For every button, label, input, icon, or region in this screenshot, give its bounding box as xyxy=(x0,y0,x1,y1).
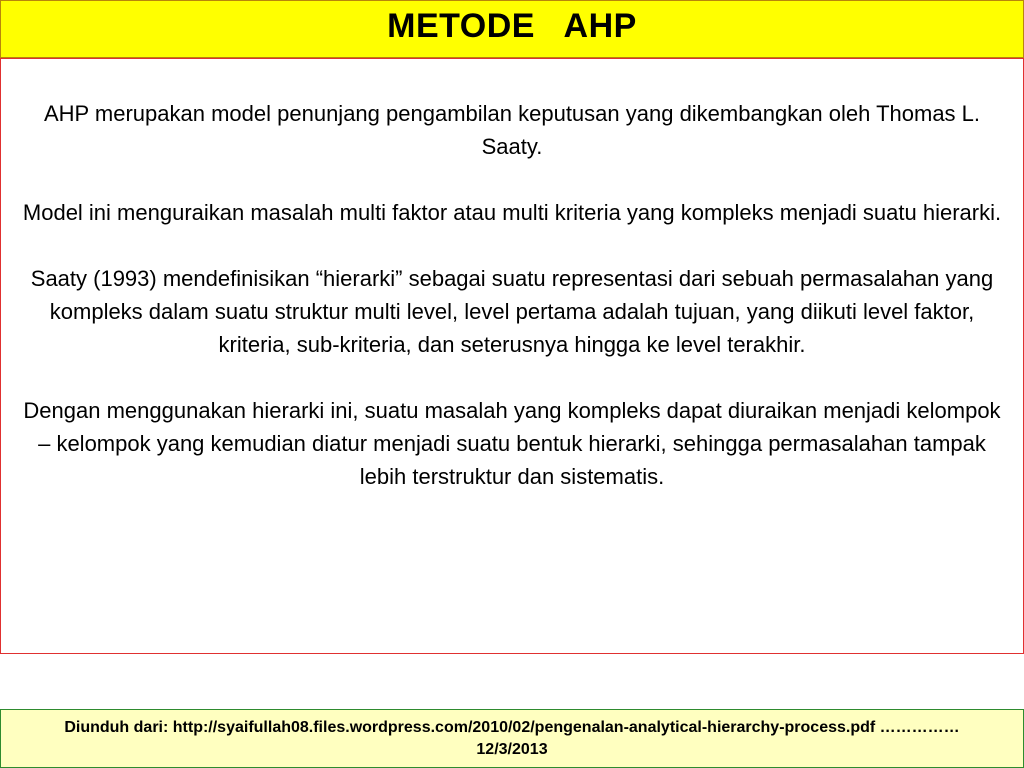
title-bar xyxy=(0,0,1024,58)
content-box xyxy=(0,58,1024,654)
footer-bar xyxy=(0,709,1024,768)
paragraph-ahp-definition: AHP merupakan model penunjang pengambilan keputusan yang dikembangkan oleh Thomas L. Saaty. xyxy=(43,101,981,159)
paragraph-hierarchy-benefit: Dengan menggunakan hierarki ini, suatu masalah yang kompleks dapat diuraikan menjadi kelompok – kelompok yang kemudian diatur menjadi suatu bentuk hierarki, sehingga permasalahan tampak lebih terstruktur dan sistematis. xyxy=(23,398,1001,489)
source-citation: Diunduh dari: http://syaifullah08.files.wordpress.com/2010/02/pengenalan-analytical-hierarchy-process.pdf …………… 12/3/2013 xyxy=(64,718,960,758)
paragraph-model-hierarchy: Model ini menguraikan masalah multi faktor atau multi kriteria yang kompleks menjadi suatu hierarki. xyxy=(22,200,1002,225)
paragraph-saaty-definition: Saaty (1993) mendefinisikan “hierarki” sebagai suatu representasi dari sebuah permasalahan yang kompleks dalam suatu struktur multi level, level pertama adalah tujuan, yang diikuti level faktor, kriteria, sub-kriteria, dan seterusnya hingga ke level terakhir. xyxy=(30,266,994,357)
content-text xyxy=(15,97,1009,493)
slide-title: METODE AHP xyxy=(387,6,637,45)
